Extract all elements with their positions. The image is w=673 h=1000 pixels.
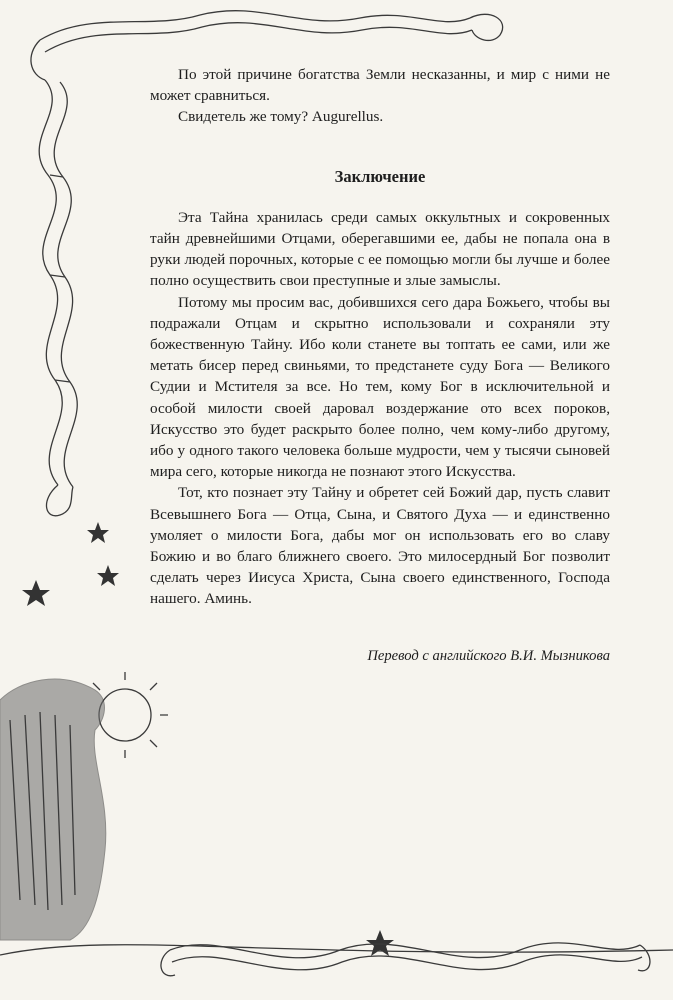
star-icon xyxy=(97,565,119,586)
wolf-and-sun-engraving xyxy=(0,672,673,955)
translator-credit: Перевод с английского В.И. Мызникова xyxy=(367,648,610,664)
star-icon xyxy=(87,522,109,543)
star-icon xyxy=(366,930,394,956)
star-icon xyxy=(22,580,50,606)
section-heading: Заключение xyxy=(334,166,426,186)
bottom-ribbon-ornament xyxy=(161,943,650,976)
conclusion-paragraph: Тот, кто познает эту Тайну и обретет сей Божий дар, пусть славит Всевышнего Бога — Отца, Сына, и Святого Духа — и единственно умоляет о милости Бога, дабы мог он использовать его во славу Божию и во благо ближнего своего. Это милосердный Бог позволит сделать через Иисуса Христа, Сына своего единственного, Господа нашего. Аминь. xyxy=(150,484,610,608)
left-ribbon-ornament xyxy=(39,80,77,516)
intro-paragraph: По этой причине богатства Земли несказанны, и мир с ними не может сравниться. xyxy=(150,66,610,105)
sun-face xyxy=(99,689,151,741)
main-text xyxy=(150,64,610,610)
intro-citation: Свидетель же тому? Augurellus. xyxy=(178,108,384,126)
conclusion-paragraph: Потому мы просим вас, добившихся сего дара Божьего, чтобы вы подражали Отцам и скрытно использовали и сохраняли эту божественную Тайну. Ибо коли станете вы топтать ее сами, или же метать бисер перед свиньями, то предстанете суду Бога — Великого Судии и Мстителя за все. Но тем, кому Бог в исключительной и особой милости своей даровал воздержание ото всех пороков, Искусство это будет раскрыто более полно, чем кому-либо другому, ибо у одного такого человека больше мудрости, чем у тысячи сыновей мира сего, которые никогда не познают этого Искусства. xyxy=(150,293,610,481)
conclusion-paragraph: Эта Тайна хранилась среди самых оккультных и сокровенных тайн древнейшими Отцами, оберегавшими ее, дабы не попала она в руки людей порочных, которые с ее помощью могли бы лучше и более полно осуществить свои преступные и злые замыслы. xyxy=(150,208,610,290)
